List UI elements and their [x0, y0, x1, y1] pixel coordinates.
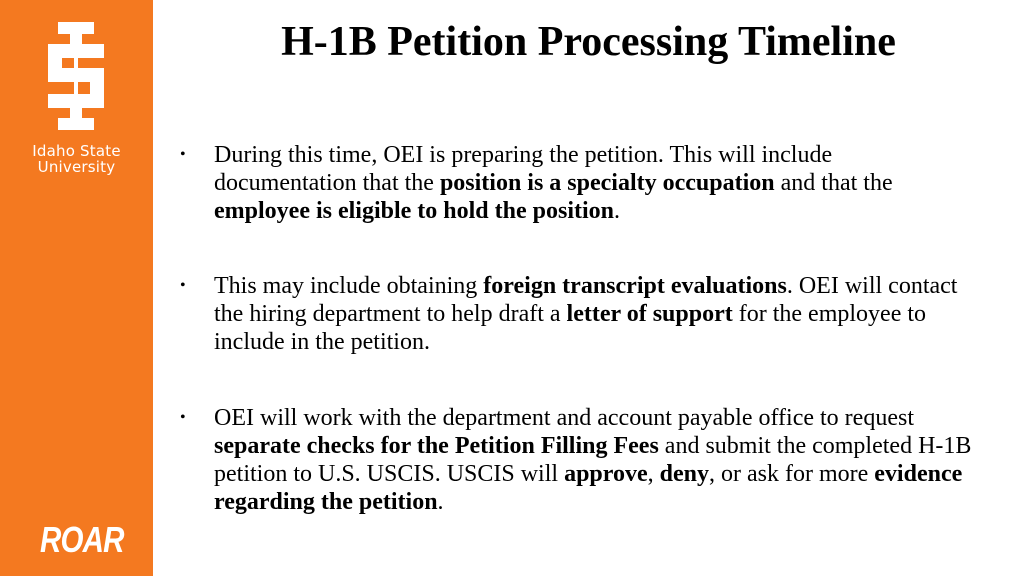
roar-wordmark: ROAR — [40, 519, 124, 560]
university-name-line2: University — [37, 158, 116, 176]
bullet-icon: • — [180, 409, 186, 426]
bullet-text: This may include obtaining foreign transcript evaluations. OEI will contact the hiring department to help draft a letter of support for the employee to include in the petition. — [214, 273, 958, 355]
isu-monogram-icon — [40, 22, 112, 130]
bullet-icon: • — [180, 146, 186, 163]
university-name-line1: Idaho State — [32, 142, 121, 160]
brand-sidebar — [0, 0, 153, 576]
bullet-icon: • — [180, 277, 186, 294]
bullet-text: OEI will work with the department and account payable office to request separate checks for the Petition Filling Fees and submit the completed H-1B petition to U.S. USCIS. USCIS will approve, deny, or ask for more evidence regarding the petition. — [214, 405, 972, 515]
slide-title: H-1B Petition Processing Timeline — [281, 19, 896, 65]
bullet-text: During this time, OEI is preparing the petition. This will include documentation that the position is a specialty occupation and that the employee is eligible to hold the position. — [214, 142, 893, 224]
